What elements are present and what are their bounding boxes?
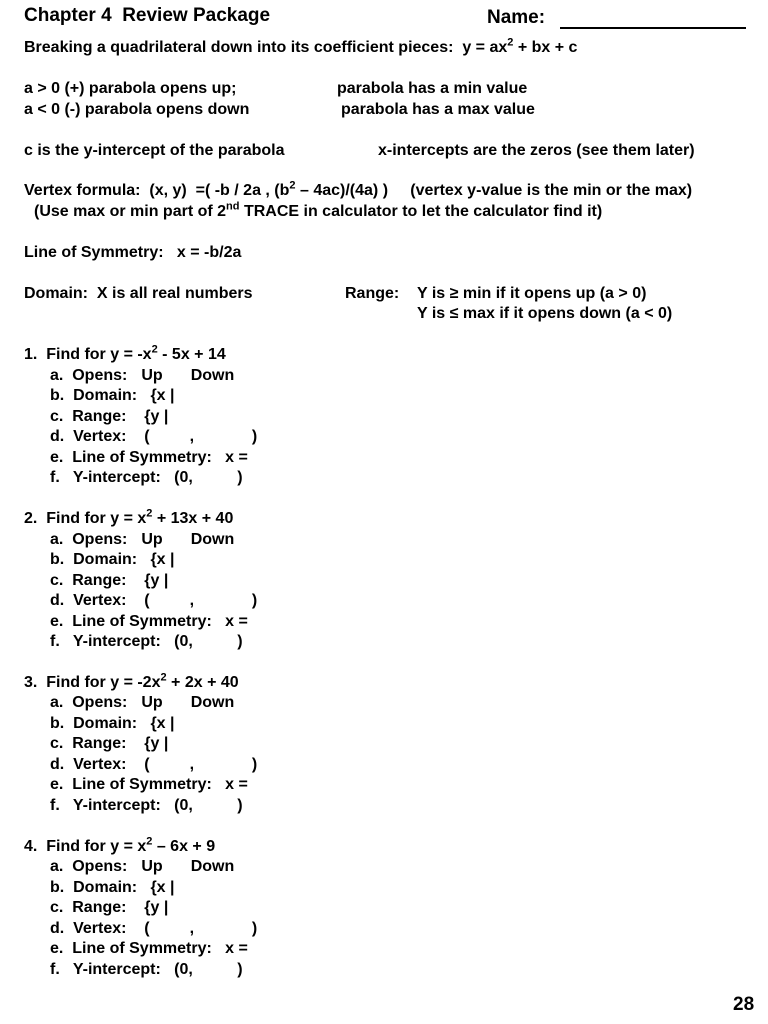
page-number: 28	[733, 994, 755, 1015]
a-positive-rule: a > 0 (+) parabola opens up;	[24, 80, 237, 97]
problem-2-domain: b. Domain: {x |	[50, 551, 175, 568]
problem-3-range: c. Range: {y |	[50, 735, 169, 752]
problem-3-symmetry: e. Line of Symmetry: x =	[50, 776, 248, 793]
problem-2-yintercept: f. Y-intercept: (0, )	[50, 633, 243, 650]
problem-3-vertex: d. Vertex: ( , )	[50, 756, 258, 773]
problem-4-heading: 4. Find for $y = x^2 - 6x + 9$	[24, 835, 216, 855]
range-rule-up: Y is ≥ min if it opens up (a > 0)	[417, 285, 647, 302]
problem-3-yintercept: f. Y-intercept: (0, )	[50, 797, 243, 814]
problem-4-vertex: d. Vertex: ( , )	[50, 920, 258, 937]
problem-3-opens: a. Opens: Up Down	[50, 694, 235, 711]
problem-1-vertex: d. Vertex: ( , )	[50, 428, 258, 445]
problem-4-symmetry: e. Line of Symmetry: x =	[50, 940, 248, 957]
problem-1-domain: b. Domain: {x |	[50, 387, 175, 404]
intro-lead: Breaking a quadrilateral down into its coefficient pieces: $y = ax^2$ + bx + c	[24, 36, 578, 56]
problem-2-opt-up[interactable]: Up	[141, 531, 163, 548]
problem-1-range: c. Range: {y |	[50, 408, 169, 425]
problem-3-opt-down[interactable]: Down	[190, 694, 235, 711]
range-label: Range:	[345, 285, 400, 302]
range-rule-down: Y is ≤ max if it opens down (a < 0)	[417, 305, 673, 322]
problem-4-range: c. Range: {y |	[50, 899, 169, 916]
problem-4-opt-up[interactable]: Up	[141, 858, 163, 875]
problem-2-symmetry: e. Line of Symmetry: x =	[50, 613, 248, 630]
problem-2-opt-down[interactable]: Down	[190, 531, 235, 548]
problem-3-domain: b. Domain: {x |	[50, 715, 175, 732]
problem-4-yintercept: f. Y-intercept: (0, )	[50, 961, 243, 978]
problem-2-heading: 2. Find for $y = x^2 + 13x + 40$	[24, 507, 234, 527]
name-label: Name:	[487, 7, 546, 28]
problem-1-opt-down[interactable]: Down	[190, 367, 235, 384]
problem-2-range: c. Range: {y |	[50, 572, 169, 589]
c-intercept-rule: c is the y-intercept of the parabola	[24, 142, 285, 159]
problem-1-opt-up[interactable]: Up	[141, 367, 163, 384]
problem-3-opt-up[interactable]: Up	[141, 694, 163, 711]
domain-rule: Domain: X is all real numbers	[24, 285, 253, 302]
max-value-rule: parabola has a max value	[341, 101, 535, 118]
min-value-rule: parabola has a min value	[337, 80, 528, 97]
calculator-note: (Use max or min part of 2nd TRACE in calculator to let the calculator find it)	[34, 200, 603, 220]
symmetry-rule: Line of Symmetry: x = -b/2a	[24, 244, 242, 261]
problem-2-vertex: d. Vertex: ( , )	[50, 592, 258, 609]
problem-1-heading: 1. Find for $y = -x^2 - 5x + 14$	[24, 343, 226, 363]
problem-4-opens: a. Opens: Up Down	[50, 858, 235, 875]
a-negative-rule: a < 0 (-) parabola opens down	[24, 101, 250, 118]
problem-1-opens: a. Opens: Up Down	[50, 367, 235, 384]
page-title: Chapter 4 Review Package	[24, 5, 271, 26]
problem-1-symmetry: e. Line of Symmetry: x =	[50, 449, 248, 466]
problem-4-opt-down[interactable]: Down	[190, 858, 235, 875]
problem-4-domain: b. Domain: {x |	[50, 879, 175, 896]
vertex-formula: Vertex formula: (x, y) =( -b / 2a , $(b^2 - 4ac)/(4a)$ ) (vertex y-value is the min or the max)	[24, 179, 693, 199]
name-blank-line	[560, 27, 746, 29]
x-intercept-rule: x-intercepts are the zeros (see them later)	[378, 142, 695, 159]
problem-3-heading: 3. Find for $y = -2x^2 + 2x + 40$	[24, 671, 239, 691]
problem-1-yintercept: f. Y-intercept: (0, )	[50, 469, 243, 486]
problem-2-opens: a. Opens: Up Down	[50, 531, 235, 548]
